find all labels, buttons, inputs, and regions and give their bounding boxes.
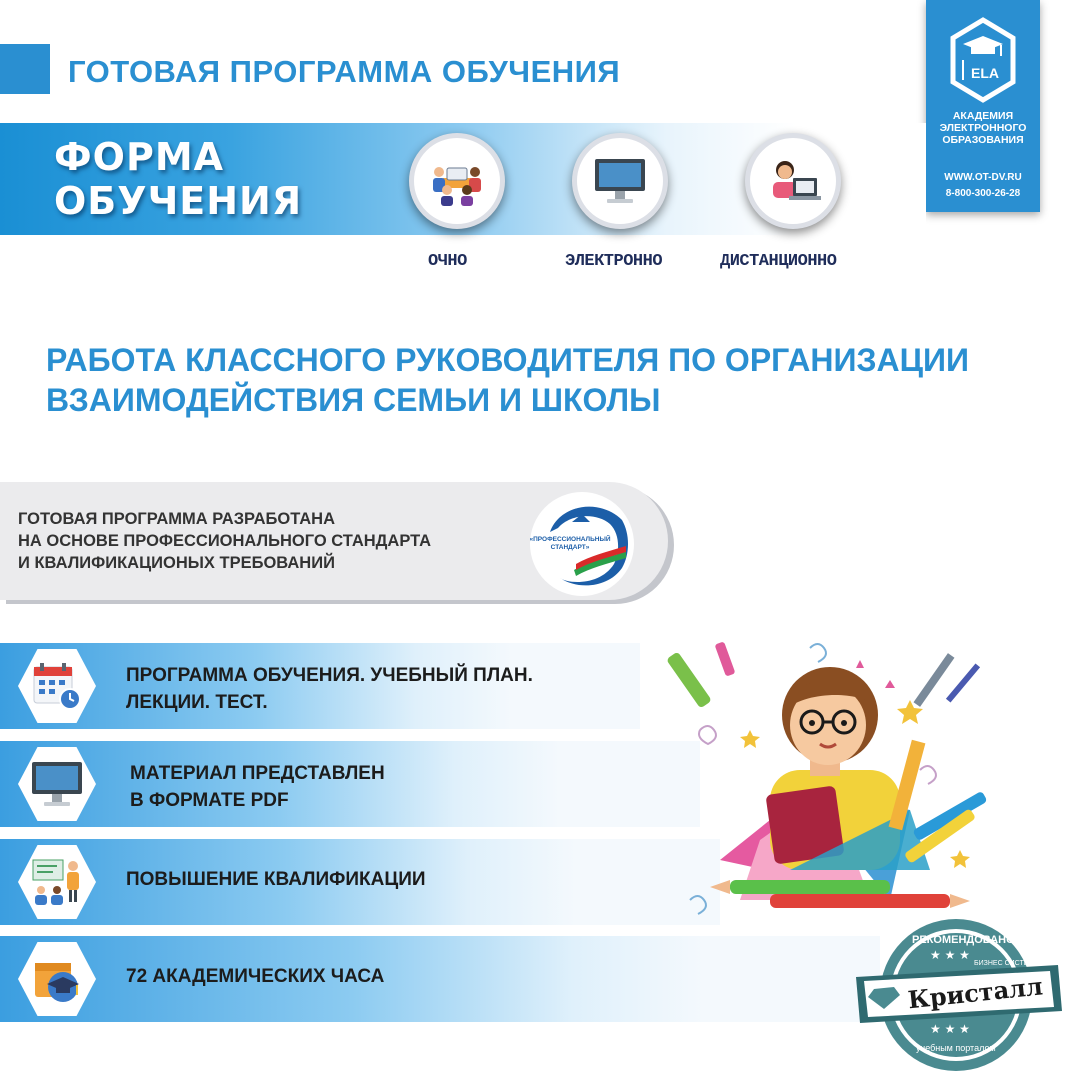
study-form-title-line: ОБУЧЕНИЯ (54, 179, 303, 223)
page-title: ГОТОВАЯ ПРОГРАММА ОБУЧЕНИЯ (68, 54, 621, 89)
feature-text-line: ЛЕКЦИИ. ТЕСТ. (126, 692, 268, 713)
calendar-clock-icon (30, 661, 84, 711)
study-form-title (54, 135, 302, 223)
professional-standard-emblem (530, 492, 634, 596)
course-title-line: РАБОТА КЛАССНОГО РУКОВОДИТЕЛЯ ПО ОРГАНИЗАЦИИ (46, 342, 970, 378)
teacher-class-icon (29, 856, 85, 908)
feature-text-line: В ФОРМАТЕ PDF (130, 790, 289, 811)
academy-logo-badge[interactable] (926, 0, 1040, 212)
academy-name (926, 110, 1040, 146)
professional-standard-icon (530, 492, 634, 596)
website-link[interactable]: WWW.OT-DV.RU (944, 172, 1022, 183)
feature-text-line: ПРОГРАММА ОБУЧЕНИЯ. УЧЕБНЫЙ ПЛАН. (126, 665, 533, 686)
study-form-title-line: ФОРМА (54, 135, 225, 179)
course-title (46, 340, 1026, 420)
kristall-recommended-stamp (850, 915, 1064, 1078)
graduation-cap-icon (29, 953, 85, 1005)
header-accent-square (0, 44, 50, 94)
standard-text-line: ГОТОВАЯ ПРОГРАММА РАЗРАБОТАНА (18, 510, 335, 528)
svg-text:★ ★ ★: ★ ★ ★ (930, 1022, 970, 1036)
academy-logo-icon (947, 16, 1019, 106)
mode-electronic-label: ЭЛЕКТРОННО (565, 252, 663, 271)
emblem-text-line: «ПРОФЕССИОНАЛЬНЫЙ (530, 536, 611, 543)
mode-electronic-button[interactable] (572, 133, 668, 229)
svg-text:★ ★ ★: ★ ★ ★ (930, 948, 970, 962)
stamp-top-text: РЕКОМЕНДОВАНО (912, 934, 1015, 946)
academy-name-line: ЭЛЕКТРОННОГО (939, 122, 1027, 134)
stamp-bottom-text: учебным порталом (916, 1043, 996, 1053)
stamp-system-text: БИЗНЕС СИСТЕМА (974, 960, 1039, 967)
feature-text (126, 963, 384, 990)
feature-text-line: 72 АКАДЕМИЧЕСКИХ ЧАСА (126, 966, 385, 987)
stamp-brand: Кристалл (906, 971, 1045, 1015)
standard-text (18, 508, 431, 574)
standard-text-line: НА ОСНОВЕ ПРОФЕССИОНАЛЬНОГО СТАНДАРТА (18, 532, 432, 550)
course-title-line: ВЗАИМОДЕЙСТВИЯ СЕМЬИ И ШКОЛЫ (46, 382, 661, 418)
mode-remote-label: ДИСТАНЦИОННО (720, 252, 837, 271)
emblem-text-line: СТАНДАРТ» (550, 544, 590, 551)
academy-name-line: ОБРАЗОВАНИЯ (942, 134, 1024, 146)
monitor-icon (593, 157, 647, 205)
phone-number[interactable]: 8-800-300-26-28 (945, 188, 1021, 199)
mode-in-person-label: ОЧНО (428, 252, 467, 271)
feature-text-line: МАТЕРИАЛ ПРЕДСТАВЛЕН (130, 763, 385, 784)
logo-abbr: ELA (971, 65, 999, 81)
group-meeting-icon (429, 156, 485, 206)
mode-remote-button[interactable] (745, 133, 841, 229)
feature-text (130, 760, 385, 814)
feature-text-line: ПОВЫШЕНИЕ КВАЛИФИКАЦИИ (126, 869, 426, 890)
remote-learner-icon (765, 156, 821, 206)
feature-text (126, 662, 533, 716)
teacher-illustration (660, 640, 990, 935)
standard-text-line: И КВАЛИФИКАЦИОНЫХ ТРЕБОВАНИЙ (18, 554, 335, 572)
feature-text (126, 866, 426, 893)
mode-in-person-button[interactable] (409, 133, 505, 229)
academy-name-line: АКАДЕМИЯ (952, 110, 1014, 122)
monitor-icon (30, 760, 84, 808)
